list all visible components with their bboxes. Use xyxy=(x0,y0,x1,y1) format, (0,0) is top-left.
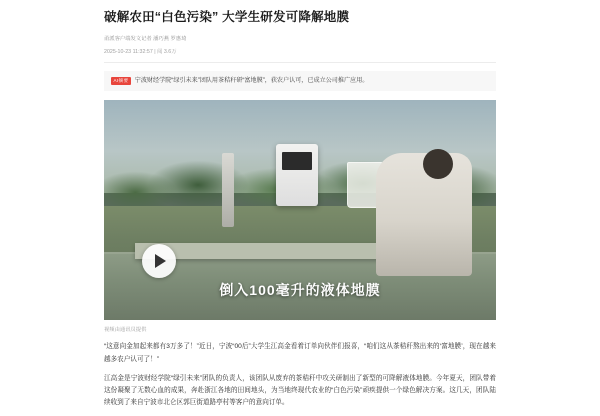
video-credit: 视频由通讯员提供 xyxy=(104,327,147,334)
byline: 甬派客户端发文记者 潘巧燕 罗惠琦 xyxy=(104,35,187,42)
article-paragraph: “这意向金加起来都有3万多了！”近日，宁波“00后”大学生江高金看着订单向伙伴们报喜，“咱们这从茶秸秆熬出来的‘富地膜’，现在越来越多农户认可了！” xyxy=(104,343,496,363)
article-body xyxy=(104,341,496,409)
page-title: 破解农田“白色污染” 大学生研发可降解地膜 xyxy=(104,10,350,24)
video-frame-device xyxy=(276,144,318,206)
publish-meta: 2025-10-23 11:32:57 | 阅 3.6万 xyxy=(104,48,177,55)
video-frame-person-head xyxy=(423,149,453,179)
ai-summary-badge: AI摘要 xyxy=(111,77,131,86)
video-player[interactable] xyxy=(104,100,496,320)
divider xyxy=(104,62,496,63)
ai-summary-box xyxy=(104,71,496,92)
article-container xyxy=(104,0,496,416)
video-frame-device-screen xyxy=(282,152,312,170)
video-frame-stand xyxy=(222,153,234,227)
video-caption: 倒入100毫升的液体地膜 xyxy=(219,282,381,299)
ai-summary-text: 宁波财经学院“绿引未来”团队用茶秸秆研“富地膜”，获农户认可，已成立公司推广应用。 xyxy=(134,76,369,84)
play-icon xyxy=(155,254,166,268)
article-paragraph: 江高金是宁波财经学院“绿引未来”团队的负责人，该团队从废弃的茶秸秆中攻关研制出了新型的可降解液体地膜。今年夏天，团队带着这份凝聚了无数心血的成果，奔赴浙江各地的田间地头，为当地终现代农业的“白色污染”顽疾提供一个绿色解决方案。这几天，团队陆续收到了来自宁波市北仑区郭巨街道路亭村等客户的意向订单。 xyxy=(104,374,496,407)
